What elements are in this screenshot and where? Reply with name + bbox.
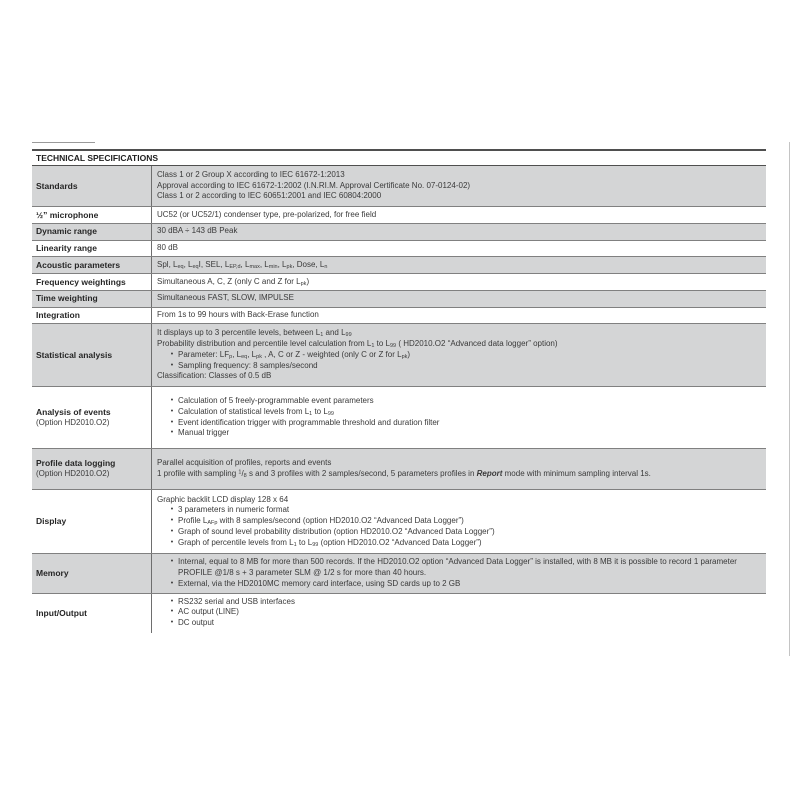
text-run: / xyxy=(241,468,244,478)
text-run: , L xyxy=(232,349,242,359)
table-row-profile-data-logging xyxy=(32,449,766,490)
table-row-linearity-range xyxy=(32,241,766,258)
text-run: s and 3 profiles with 2 samples/second, 5 parameters profiles in xyxy=(246,468,477,478)
text-run: Simultaneous FAST, SLOW, IMPULSE xyxy=(157,293,294,303)
text-run: Graph of percentile levels from L xyxy=(178,537,294,547)
table-row-standards xyxy=(32,166,766,207)
text-line xyxy=(157,371,761,382)
row-label-cell xyxy=(32,324,152,386)
text-run: Spl, L xyxy=(157,259,178,269)
line-text xyxy=(178,607,761,618)
line-text xyxy=(178,505,761,516)
row-label-note: (Option HD2010.O2) xyxy=(36,417,110,427)
line-text xyxy=(178,350,761,361)
row-label-cell xyxy=(32,207,152,223)
text-run: Profile L xyxy=(178,516,208,525)
row-content-cell xyxy=(152,554,766,592)
text-line xyxy=(157,243,761,254)
text-run: External, via the HD2010MC memory card interface, using SD cards up to 2 GB xyxy=(178,578,461,588)
text-line xyxy=(157,170,761,181)
bullet-icon: • xyxy=(170,517,174,524)
text-run: I, SEL, L xyxy=(198,259,230,269)
line-text xyxy=(178,516,761,527)
bullet-line xyxy=(166,597,761,608)
row-label-cell xyxy=(32,490,152,554)
table-row-analysis-of-events xyxy=(32,387,766,449)
text-line xyxy=(157,260,761,271)
text-run: 99 xyxy=(389,343,397,349)
bullet-line xyxy=(166,407,761,418)
line-text xyxy=(178,557,761,579)
text-run: and L xyxy=(323,328,346,338)
text-run: It displays up to 3 percentile levels, between L xyxy=(157,328,321,338)
table-row-integration xyxy=(32,308,766,325)
text-line xyxy=(157,495,761,506)
line-text xyxy=(178,618,761,629)
bullet-line xyxy=(166,361,761,372)
row-content-cell xyxy=(152,241,766,257)
table-row-time-weighting xyxy=(32,291,766,308)
row-label-cell xyxy=(32,166,152,206)
text-run: max xyxy=(249,263,260,270)
bullet-icon: • xyxy=(170,397,174,404)
row-label-cell xyxy=(32,554,152,592)
text-run: Graphic backlit LCD display 128 x 64 xyxy=(157,494,289,504)
text-run: Event identification trigger with programmable threshold and duration filter xyxy=(178,417,440,427)
row-label-cell xyxy=(32,449,152,489)
text-run: ) xyxy=(306,276,310,286)
text-run: 1 xyxy=(309,410,313,417)
table-title: TECHNICAL SPECIFICATIONS xyxy=(36,153,158,163)
bullet-line xyxy=(166,418,761,429)
text-line xyxy=(157,191,761,202)
text-run: pk xyxy=(286,263,293,270)
text-run: 3 parameters in numeric format xyxy=(178,505,290,515)
bullet-icon: • xyxy=(170,558,174,566)
row-label: Time weighting xyxy=(36,293,98,304)
line-text xyxy=(178,396,761,407)
text-run: Approval according to IEC 61672-1:2002 (I.N.RI.M. Approval Certificate No. 07-0124-02) xyxy=(157,180,471,190)
text-run: Probability distribution and percentile level calculation from L xyxy=(157,339,372,348)
text-run: 80 dB xyxy=(157,243,178,252)
bullet-icon: • xyxy=(170,597,174,605)
bullet-line xyxy=(166,557,761,579)
text-run: , A, C or Z - weighted (only C or Z for L xyxy=(261,349,402,359)
row-label: Input/Output xyxy=(36,607,87,618)
table-row-statistical-analysis xyxy=(32,324,766,387)
bullet-line xyxy=(166,538,761,549)
row-label-cell xyxy=(32,224,152,240)
line-text xyxy=(178,597,761,608)
text-run: eq xyxy=(241,353,248,360)
row-label: Statistical analysis xyxy=(36,349,113,360)
text-line xyxy=(157,328,761,339)
text-run: Calculation of statistical levels from L xyxy=(178,406,310,416)
text-run: 99 xyxy=(312,541,319,548)
text-run: 1 xyxy=(238,469,242,476)
bullet-icon: • xyxy=(170,538,174,546)
row-content-cell xyxy=(152,166,766,206)
row-label: ½” microphone xyxy=(36,209,99,220)
row-label-cell xyxy=(32,594,152,633)
line-text xyxy=(178,538,761,549)
bullet-line xyxy=(166,516,761,527)
row-content-cell xyxy=(152,257,766,273)
row-label: Acoustic parameters xyxy=(36,259,121,270)
bullet-icon: • xyxy=(170,418,174,426)
text-run: Class 1 or 2 Group X according to IEC 61672-1:2013 xyxy=(157,169,345,179)
row-content-cell xyxy=(152,291,766,307)
bullet-line xyxy=(166,350,761,361)
bullet-icon: • xyxy=(170,350,174,358)
text-run: Internal, equal to 8 MB for more than 500 records. If the HD2010.O2 option “Advanced Data Logger” is installed, with 8 MB it is possible to record 1 parameter PROFILE @1/8 s + 3 parameter SLM @ 1/2 s for more than 40 hours. xyxy=(178,557,737,577)
line-text xyxy=(178,579,761,590)
text-line xyxy=(157,339,761,350)
text-line xyxy=(157,210,761,221)
text-run: eq xyxy=(177,263,184,270)
text-run: (option HD2010.O2 “Advanced Data Logger”) xyxy=(318,537,482,547)
text-run: pk xyxy=(401,353,408,360)
text-run: Simultaneous A, C, Z (only C and Z for L xyxy=(157,276,301,286)
bullet-icon: • xyxy=(170,361,174,369)
row-label: Profile data logging xyxy=(36,458,116,469)
page-edge-line-right xyxy=(789,142,790,656)
text-run: Manual trigger xyxy=(178,428,230,438)
text-run: Graph of sound level probability distribution (option HD2010.O2 “Advanced Data Logger”) xyxy=(178,526,495,536)
text-run: AC output (LINE) xyxy=(178,607,239,617)
row-content-cell xyxy=(152,207,766,223)
line-text xyxy=(178,361,761,372)
text-run: pk xyxy=(300,280,307,287)
table-row-memory xyxy=(32,554,766,593)
spec-table-body xyxy=(32,166,766,633)
text-run: n xyxy=(324,263,328,270)
row-label-cell xyxy=(32,241,152,257)
bullet-icon: • xyxy=(170,429,174,437)
table-row-input-output xyxy=(32,594,766,633)
row-label: Standards xyxy=(36,180,78,191)
row-content-cell xyxy=(152,224,766,240)
text-line xyxy=(157,293,761,304)
table-row-dynamic-range xyxy=(32,224,766,241)
text-run: to L xyxy=(312,406,328,416)
bullet-line xyxy=(166,527,761,538)
text-line xyxy=(157,277,761,288)
text-line xyxy=(157,181,761,192)
row-content-cell xyxy=(152,490,766,554)
text-run: ( HD2010.O2 “Advanced data logger” option) xyxy=(396,339,558,348)
bullet-line xyxy=(166,428,761,439)
row-label: Frequency weightings xyxy=(36,276,126,287)
text-run: Sampling frequency: 8 samples/second xyxy=(178,360,318,370)
text-run: Calculation of 5 freely-programmable event parameters xyxy=(178,396,374,405)
row-label-cell xyxy=(32,257,152,273)
row-content-cell xyxy=(152,324,766,386)
row-content-cell xyxy=(152,594,766,633)
line-text xyxy=(178,418,761,429)
text-run: Parallel acquisition of profiles, reports and events xyxy=(157,458,332,467)
page-crop-line-top xyxy=(32,142,95,143)
bullet-line xyxy=(166,607,761,618)
text-line xyxy=(157,458,761,469)
text-run: pk xyxy=(256,353,262,360)
row-label: Display xyxy=(36,516,67,527)
line-text xyxy=(178,428,761,439)
text-run: RS232 serial and USB interfaces xyxy=(178,596,295,606)
bullet-line xyxy=(166,618,761,629)
text-run: From 1s to 99 hours with Back-Erase function xyxy=(157,310,319,319)
text-run: to L xyxy=(296,537,313,547)
row-label: Memory xyxy=(36,568,69,579)
text-run: 99 xyxy=(345,332,352,339)
text-run: to L xyxy=(374,339,390,348)
text-run: mode with minimum sampling interval 1s. xyxy=(502,468,651,478)
text-run: , L xyxy=(240,259,250,269)
table-row-microphone xyxy=(32,207,766,224)
text-run: , Dose, L xyxy=(292,259,325,269)
text-run: , L xyxy=(247,349,257,359)
text-run: min xyxy=(268,263,278,270)
row-label-cell xyxy=(32,387,152,448)
text-run: EP,d xyxy=(229,263,241,270)
text-run: DC output xyxy=(178,618,215,627)
text-run: Parameter: LF xyxy=(178,349,230,359)
line-text xyxy=(178,527,761,538)
table-header xyxy=(32,151,766,166)
row-content-cell xyxy=(152,449,766,489)
spec-table xyxy=(32,149,766,633)
row-content-cell xyxy=(152,274,766,290)
text-line xyxy=(157,469,761,480)
text-run: 1 xyxy=(293,541,297,548)
table-row-acoustic-parameters xyxy=(32,257,766,274)
text-line xyxy=(157,310,761,321)
row-content-cell xyxy=(152,387,766,448)
text-run: Class 1 or 2 according to IEC 60651:2001 and IEC 60804:2000 xyxy=(157,191,382,201)
text-run: 8 xyxy=(243,472,247,479)
table-row-frequency-weightings xyxy=(32,274,766,291)
text-run: with 8 samples/second (option HD2010.O2 “Advanced Data Logger”) xyxy=(217,516,464,525)
text-run: UC52 (or UC52/1) condenser type, pre-polarized, for free field xyxy=(157,209,377,219)
row-label-cell xyxy=(32,274,152,290)
row-label-cell xyxy=(32,308,152,324)
text-run: 99 xyxy=(327,410,334,417)
bullet-icon: • xyxy=(170,619,174,626)
bullet-icon: • xyxy=(170,527,174,535)
text-run: Report xyxy=(476,468,503,478)
text-run: 1 xyxy=(371,343,375,349)
bullet-icon: • xyxy=(170,407,174,415)
text-run: eq xyxy=(192,263,199,270)
row-label-note: (Option HD2010.O2) xyxy=(36,468,110,478)
bullet-line xyxy=(166,505,761,516)
text-run: , L xyxy=(183,259,193,269)
bullet-icon: • xyxy=(170,608,174,616)
bullet-line xyxy=(166,396,761,407)
bullet-icon: • xyxy=(170,506,174,514)
text-run: p xyxy=(229,353,233,360)
bullet-icon: • xyxy=(170,579,174,587)
row-content-cell xyxy=(152,308,766,324)
text-run: , L xyxy=(277,259,287,269)
table-row-display xyxy=(32,490,766,555)
text-run: ) xyxy=(407,349,411,359)
text-run: Classification: Classes of 0.5 dB xyxy=(157,371,272,381)
row-label-cell xyxy=(32,291,152,307)
text-run: 1 xyxy=(320,332,324,339)
row-label: Analysis of events xyxy=(36,407,111,417)
bullet-line xyxy=(166,579,761,590)
text-run: AFp xyxy=(207,520,218,526)
text-run: 30 dBA ÷ 143 dB Peak xyxy=(157,226,238,236)
row-label: Integration xyxy=(36,310,80,321)
row-label: Linearity range xyxy=(36,243,97,254)
text-run: , L xyxy=(259,259,269,269)
row-label: Dynamic range xyxy=(36,226,97,237)
text-run: 1 profile with sampling xyxy=(157,468,239,478)
text-line xyxy=(157,226,761,237)
line-text xyxy=(178,407,761,418)
